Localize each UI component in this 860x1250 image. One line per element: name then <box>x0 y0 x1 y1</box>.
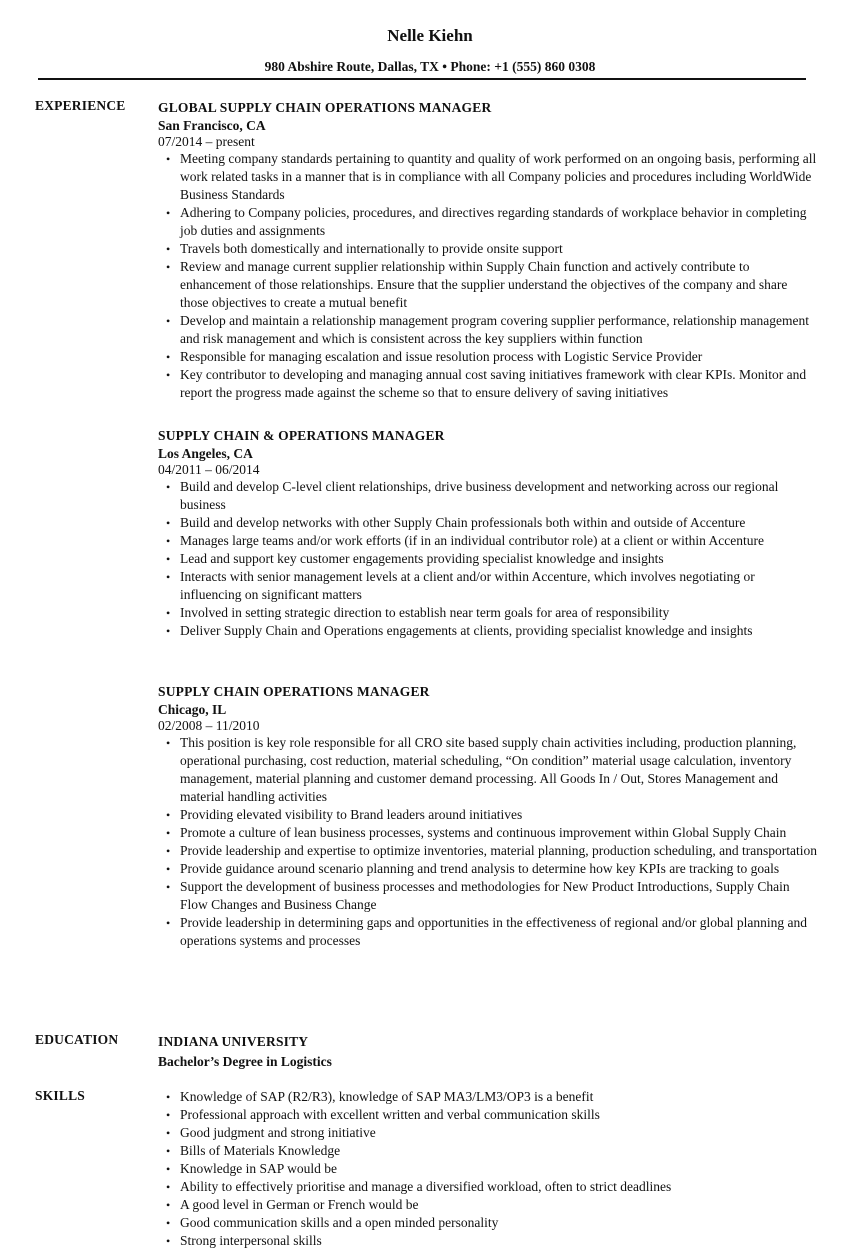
job-dates: 04/2011 – 06/2014 <box>158 462 260 477</box>
job-location: Los Angeles, CA <box>158 446 253 461</box>
job-title: GLOBAL SUPPLY CHAIN OPERATIONS MANAGER <box>158 100 492 115</box>
bullet-item: • Responsible for managing escalation and issue resolution process with Logistic Service Provider <box>180 348 818 366</box>
bullet-item: • Interacts with senior management levels at a client and/or within Accenture, which involves negotiating or influencing on significant matters <box>180 568 818 604</box>
bullet-item: • Lead and support key customer engagements providing specialist knowledge and insights <box>180 550 818 568</box>
bullet-item: • Promote a culture of lean business processes, systems and continuous improvement within Global Supply Chain <box>180 824 818 842</box>
job-location: Chicago, IL <box>158 702 227 717</box>
candidate-name: Nelle Kiehn <box>387 26 473 45</box>
skills-list-container <box>158 1088 818 1250</box>
skill-item: • Good judgment and strong initiative <box>180 1124 818 1142</box>
job-entry <box>158 98 818 402</box>
bullet-item: • This position is key role responsible for all CRO site based supply chain activities including, production planning, operational purchasing, cost reduction, material scheduling, “On condition” material usage calculation, inventory management, material planning and customer demand processing. All Goods In / Out, Stores Management and material handling activities <box>180 734 818 806</box>
skills-heading: SKILLS <box>35 1088 85 1103</box>
bullet-item: • Key contributor to developing and managing annual cost saving initiatives framework with clear KPIs. Monitor and report the progress made against the scheme so that to ensure delivery of saving initiatives <box>180 366 818 402</box>
skill-item: • A good level in German or French would be <box>180 1196 818 1214</box>
education-entry <box>158 1032 818 1072</box>
skill-item: • Knowledge in SAP would be <box>180 1160 818 1178</box>
skill-item: • Ability to effectively prioritise and manage a diversified workload, often to strict deadlines <box>180 1178 818 1196</box>
bullet-item: • Support the development of business processes and methodologies for New Product Introductions, Supply Chain Flow Changes and Business Change <box>180 878 818 914</box>
skill-item: • Bills of Materials Knowledge <box>180 1142 818 1160</box>
bullet-item: • Build and develop C-level client relationships, drive business development and networking across our regional business <box>180 478 818 514</box>
bullet-item: • Adhering to Company policies, procedures, and directives regarding standards of workplace behavior in completing job duties and assignments <box>180 204 818 240</box>
skill-item: • Knowledge of SAP (R2/R3), knowledge of SAP MA3/LM3/OP3 is a benefit <box>180 1088 818 1106</box>
bullet-item: • Develop and maintain a relationship management program covering supplier performance, relationship management and risk management and which is consistent across the key suppliers within function <box>180 312 818 348</box>
header-divider <box>38 78 806 80</box>
bullet-item: • Deliver Supply Chain and Operations engagements at clients, providing specialist knowledge and insights <box>180 622 818 640</box>
experience-heading: EXPERIENCE <box>35 98 126 113</box>
job-dates: 02/2008 – 11/2010 <box>158 718 260 733</box>
bullet-item: • Travels both domestically and internationally to provide onsite support <box>180 240 818 258</box>
bullet-item: • Provide leadership and expertise to optimize inventories, material planning, production scheduling, and transportation <box>180 842 818 860</box>
job-bullets <box>158 734 818 950</box>
bullet-item: • Providing elevated visibility to Brand leaders around initiatives <box>180 806 818 824</box>
skill-item: • Good communication skills and a open minded personality <box>180 1214 818 1232</box>
bullet-item: • Build and develop networks with other Supply Chain professionals both within and outside of Accenture <box>180 514 818 532</box>
bullet-item: • Provide guidance around scenario planning and trend analysis to determine how key KPIs are tracking to goals <box>180 860 818 878</box>
skill-item: • Professional approach with excellent written and verbal communication skills <box>180 1106 818 1124</box>
skills-list <box>158 1088 818 1250</box>
job-bullets <box>158 150 818 402</box>
bullet-item: • Meeting company standards pertaining to quantity and quality of work performed on an ongoing basis, performing all work related tasks in a manner that is in compliance with all Company policies and procedures including WorldWide Business Standards <box>180 150 818 204</box>
bullet-item: • Review and manage current supplier relationship within Supply Chain function and actively contribute to enhancement of those relationships. Ensure that the supplier understand the objectives of the company and share those objectives to create a mutual benefit <box>180 258 818 312</box>
skill-item: • Strong interpersonal skills <box>180 1232 818 1250</box>
job-title: SUPPLY CHAIN & OPERATIONS MANAGER <box>158 428 445 443</box>
job-entry <box>158 426 818 640</box>
degree-name: Bachelor’s Degree in Logistics <box>158 1054 332 1069</box>
education-heading: EDUCATION <box>35 1032 119 1047</box>
job-title: SUPPLY CHAIN OPERATIONS MANAGER <box>158 684 430 699</box>
bullet-item: • Involved in setting strategic direction to establish near term goals for area of responsibility <box>180 604 818 622</box>
bullet-item: • Manages large teams and/or work efforts (if in an individual contributor role) at a client or within Accenture <box>180 532 818 550</box>
job-location: San Francisco, CA <box>158 118 266 133</box>
job-entry <box>158 682 818 950</box>
school-name: INDIANA UNIVERSITY <box>158 1034 309 1049</box>
job-bullets <box>158 478 818 640</box>
contact-line: 980 Abshire Route, Dallas, TX • Phone: +1 (555) 860 0308 <box>264 59 596 74</box>
job-dates: 07/2014 – present <box>158 134 255 149</box>
bullet-item: • Provide leadership in determining gaps and opportunities in the effectiveness of regional and/or global planning and operations systems and processes <box>180 914 818 950</box>
